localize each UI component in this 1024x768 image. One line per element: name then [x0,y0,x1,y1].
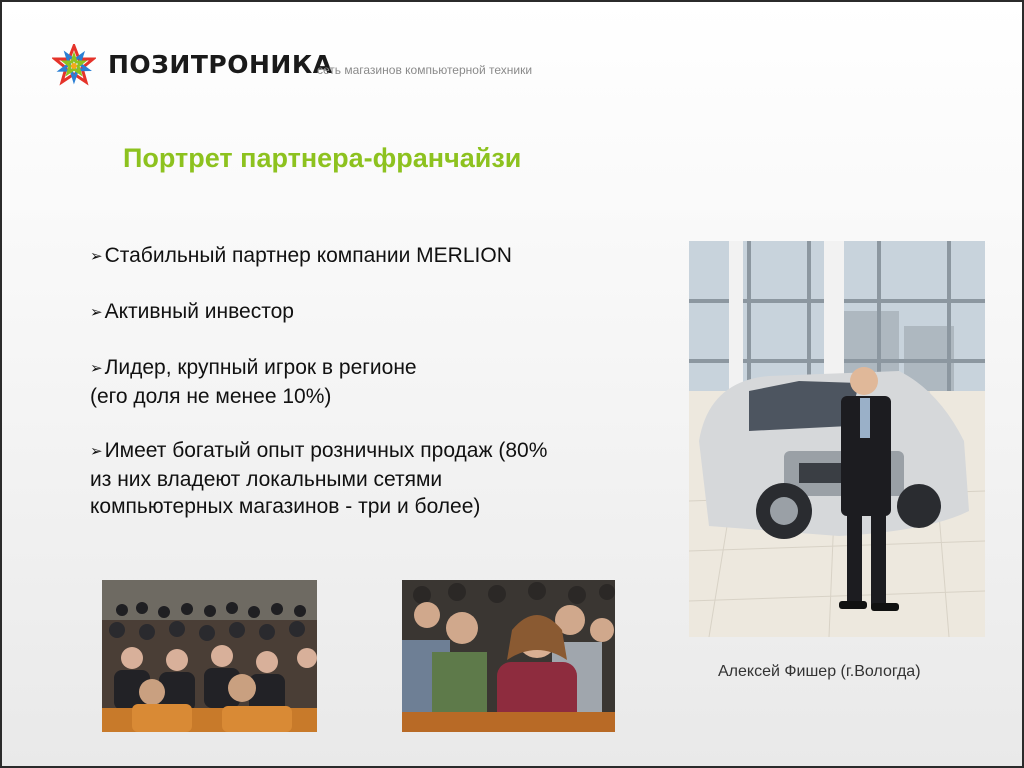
bullet-item [90,298,670,327]
bullet-item [90,242,670,271]
bullet-text: Активный инвестор [104,300,294,323]
bullet-list [90,242,670,547]
audience-photo-2 [402,580,615,732]
photo-caption: Алексей Фишер (г.Вологда) [718,663,921,680]
arrow-bullet-icon: ➢ [90,443,103,460]
brand-name: ПОЗИТРОНИКА [108,50,333,79]
audience-photo-1 [102,580,317,732]
bullet-item [90,437,670,520]
star-logo-icon [52,44,96,88]
arrow-bullet-icon: ➢ [90,360,103,377]
slide-title: Портрет партнера-франчайзи [123,143,522,173]
bullet-text: Имеет богатый опыт розничных продаж (80% из них владеют локальными сетями компьютерных магазинов - три и более) [90,439,548,518]
bullet-item [90,354,670,410]
brand-tagline: сеть магазинов компьютерной техники [317,63,533,77]
partner-photo [689,241,985,637]
arrow-bullet-icon: ➢ [90,304,103,321]
bullet-text: Лидер, крупный игрок в регионе (его доля не менее 10%) [90,356,417,408]
arrow-bullet-icon: ➢ [90,248,103,265]
bullet-text: Стабильный партнер компании MERLION [104,244,512,267]
